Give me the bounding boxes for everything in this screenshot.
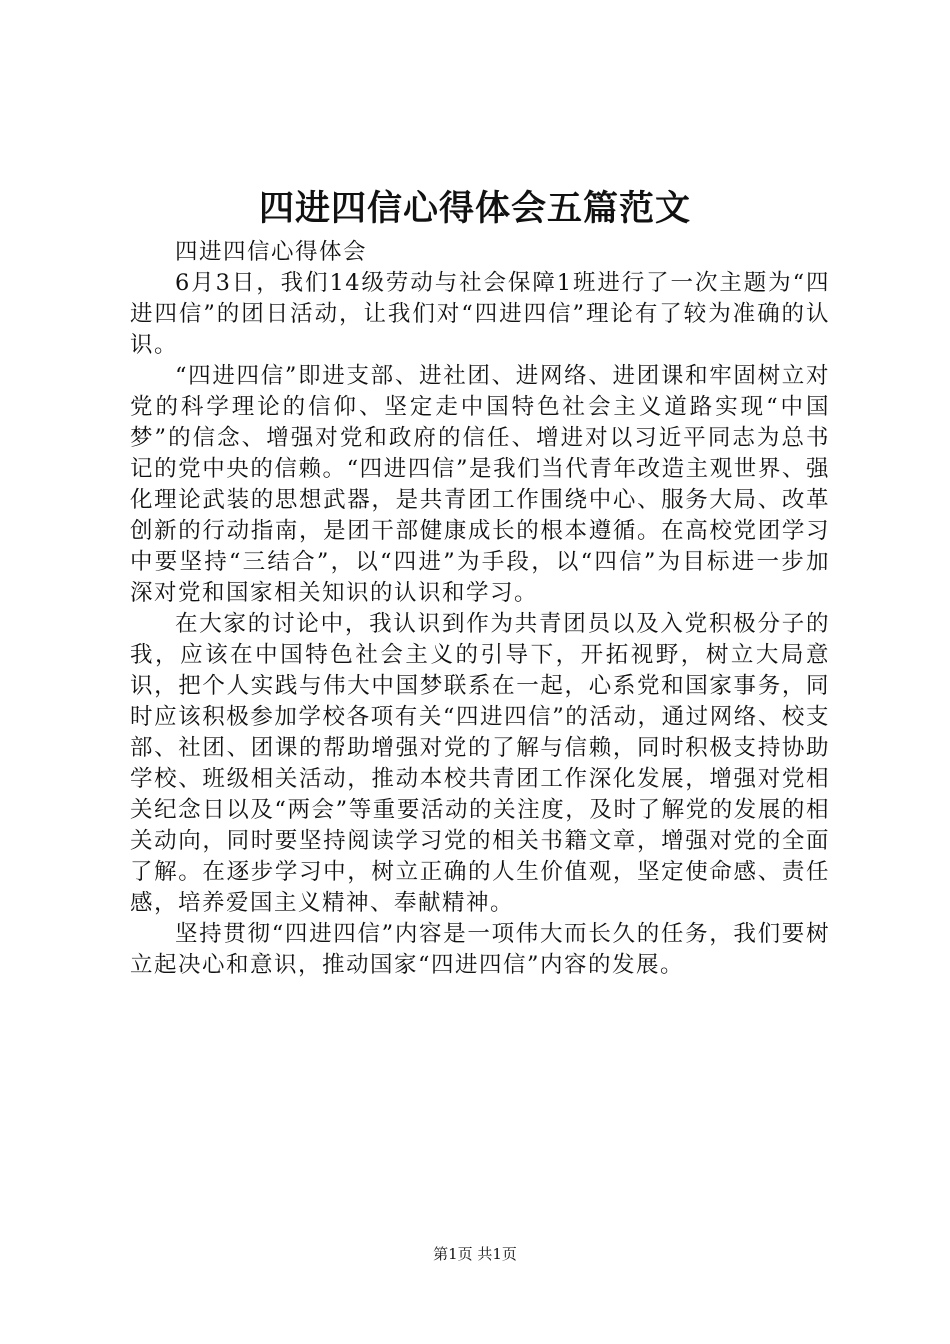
body-paragraph: 坚持贯彻“四进四信”内容是一项伟大而长久的任务，我们要树立起决心和意识，推动国家“四进四信”内容的发展。 <box>130 921 830 978</box>
document-body <box>130 237 830 981</box>
page-footer: 第1页 共1页 <box>433 1245 517 1263</box>
body-paragraph: “四进四信”即进支部、进社团、进网络、进团课和牢固树立对党的科学理论的信仰、坚定走中国特色社会主义道路实现“中国梦”的信念、增强对党和政府的信任、增进对以习近平同志为总书记的党中央的信赖。“四进四信”是我们当代青年改造主观世界、强化理论武装的思想武器，是共青团工作围绕中心、服务大局、改革创新的行动指南，是团干部健康成长的根本遵循。在高校党团学习中要坚持“三结合”，以“四进”为手段，以“四信”为目标进一步加深对党和国家相关知识的认识和学习。 <box>130 363 830 606</box>
body-paragraph: 6月3日，我们14级劳动与社会保障1班进行了一次主题为“四进四信”的团日活动，让我们对“四进四信”理论有了较为准确的认识。 <box>130 270 830 358</box>
section-subtitle: 四进四信心得体会 <box>175 239 368 265</box>
document-title: 四进四信心得体会五篇范文 <box>258 188 691 229</box>
body-paragraph: 在大家的讨论中，我认识到作为共青团员以及入党积极分子的我，应该在中国特色社会主义的引导下，开拓视野，树立大局意识，把个人实践与伟大中国梦联系在一起，心系党和国家事务，同时应该积极参加学校各项有关“四进四信”的活动，通过网络、校支部、社团、团课的帮助增强对党的了解与信赖，同时积极支持协助学校、班级相关活动，推动本校共青团工作深化发展，增强对党相关纪念日以及“两会”等重要活动的关注度，及时了解党的发展的相关动向，同时要坚持阅读学习党的相关书籍文章，增强对党的全面了解。在逐步学习中，树立正确的人生价值观，坚定使命感、责任感，培养爱国主义精神、奉献精神。 <box>130 611 830 916</box>
